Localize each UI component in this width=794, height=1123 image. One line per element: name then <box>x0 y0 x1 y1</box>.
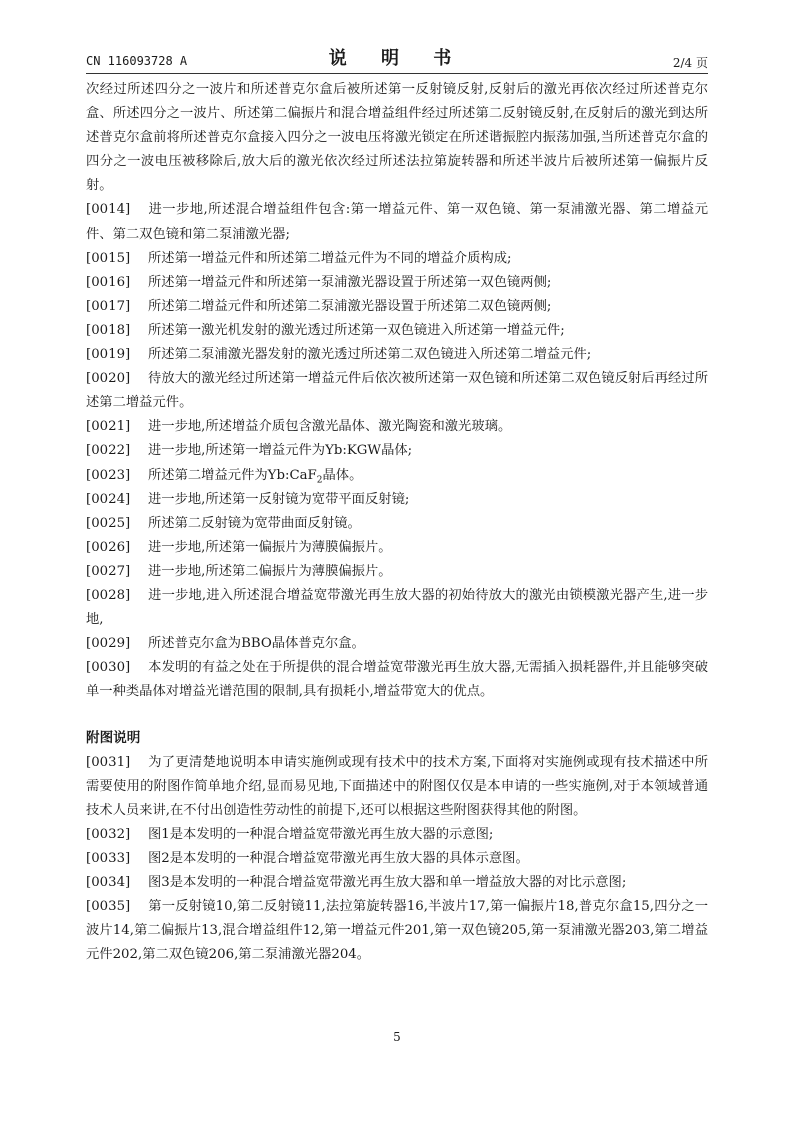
paragraph-0035 <box>86 895 708 967</box>
paragraph-number: [0019] <box>86 347 131 363</box>
paragraph-number: [0028] <box>86 587 131 603</box>
paragraph-0022 <box>86 439 708 463</box>
paragraph-text: 本发明的有益之处在于所提供的混合增益宽带激光再生放大器,无需插入损耗器件,并且能够突破单一种类晶体对增益光谱范围的限制,具有损耗小,增益带宽大的优点。 <box>86 660 708 700</box>
paragraph-text: 所述第二反射镜为宽带曲面反射镜。 <box>148 515 361 531</box>
paragraph-text: 进一步地,进入所述混合增益宽带激光再生放大器的初始待放大的激光由锁模激光器产生,进一步地, <box>86 587 708 628</box>
paragraph-number: [0024] <box>86 491 131 507</box>
paragraph-0019 <box>86 343 708 367</box>
paragraph-text: 所述第一增益元件和所述第一泵浦激光器设置于所述第一双色镜两侧; <box>148 274 552 290</box>
paragraph-number: [0026] <box>86 539 131 555</box>
paragraph-0021 <box>86 415 708 439</box>
paragraph-number: [0033] <box>86 850 131 866</box>
publication-number: CN 116093728 A <box>86 54 188 68</box>
paragraph-0020 <box>86 367 708 415</box>
paragraph-0032 <box>86 823 708 847</box>
paragraph-0029 <box>86 632 708 656</box>
paragraph-text: 所述第一增益元件和所述第二增益元件为不同的增益介质构成; <box>148 250 512 266</box>
paragraph-text: 所述第一激光机发射的激光透过所述第一双色镜进入所述第一增益元件; <box>148 322 565 338</box>
paragraph-number: [0016] <box>86 274 131 290</box>
section-heading: 附图说明 <box>86 730 141 747</box>
paragraph-text: 为了更清楚地说明本申请实施例或现有技术中的技术方案,下面将对实施例或现有技术描述中所需要使用的附图作简单地介绍,显而易见地,下面描述中的附图仅仅是本申请的一些实施例,对于本领域普通技术人员来讲,在不付出创造性劳动性的前提下,还可以根据这些附图获得其他的附图。 <box>86 754 708 818</box>
paragraph-text-tail: 晶体。 <box>322 467 363 483</box>
paragraph-0033 <box>86 847 708 871</box>
paragraph-text: 次经过所述四分之一波片和所述普克尔盒后被所述第一反射镜反射,反射后的激光再依次经过所述普克尔盒、所述四分之一波片、所述第二偏振片和混合增益组件经过所述第二反射镜反射,在反射后的激光到达所述普克尔盒前将所述普克尔盒接入四分之一波电压将激光锁定在所述谐振腔内振荡加强,当所述普克尔盒的四分之一波电压被移除后,放大后的激光依次经过所述法拉第旋转器和所述半波片后被所述第一偏振片反射。 <box>86 82 708 194</box>
paragraph-text: 所述普克尔盒为BBO晶体普克尔盒。 <box>148 636 365 652</box>
paragraph-0016 <box>86 271 708 295</box>
paragraph-0024 <box>86 488 708 512</box>
paragraph-number: [0014] <box>86 202 131 218</box>
paragraph-number: [0032] <box>86 826 131 842</box>
paragraph-text: 进一步地,所述第一增益元件为Yb:KGW晶体; <box>148 443 413 459</box>
paragraph-text: 进一步地,所述混合增益组件包含:第一增益元件、第一双色镜、第一泵浦激光器、第二增益元件、第二双色镜和第二泵浦激光器; <box>86 202 708 242</box>
paragraph-text: 图2是本发明的一种混合增益宽带激光再生放大器的具体示意图。 <box>148 850 529 866</box>
paragraph-0015 <box>86 247 708 271</box>
paragraph-number: [0018] <box>86 322 131 338</box>
document-body <box>86 78 708 967</box>
header-divider <box>86 73 708 74</box>
paragraph-text: 进一步地,所述第二偏振片为薄膜偏振片。 <box>148 563 392 579</box>
paragraph-text: 所述第二泵浦激光器发射的激光透过所述第二双色镜进入所述第二增益元件; <box>148 347 592 363</box>
page-indicator: 2/4 页 <box>672 56 708 70</box>
paragraph-number: [0022] <box>86 443 131 459</box>
paragraph-number: [0027] <box>86 563 131 579</box>
paragraph-text: 进一步地,所述增益介质包含激光晶体、激光陶瓷和激光玻璃。 <box>148 419 512 435</box>
document-title: 说 明 书 <box>328 48 466 69</box>
paragraph-text: 所述第二增益元件为Yb:CaF <box>148 467 317 483</box>
paragraph-text: 图3是本发明的一种混合增益宽带激光再生放大器和单一增益放大器的对比示意图; <box>148 875 627 890</box>
paragraph-0028 <box>86 584 708 632</box>
paragraph-number: [0023] <box>86 467 131 483</box>
page-number: 5 <box>393 1030 401 1044</box>
paragraph-0031 <box>86 751 708 823</box>
paragraph-0030 <box>86 656 708 704</box>
page-header <box>86 44 708 72</box>
paragraph-number: [0021] <box>86 419 131 435</box>
paragraph-0034 <box>86 871 708 895</box>
paragraph-text: 进一步地,所述第一偏振片为薄膜偏振片。 <box>148 539 392 555</box>
paragraph-number: [0034] <box>86 875 131 890</box>
paragraph-0027 <box>86 560 708 584</box>
paragraph-0014 <box>86 198 708 246</box>
paragraph-number: [0029] <box>86 636 131 652</box>
paragraph-number: [0020] <box>86 371 131 387</box>
paragraph-number: [0025] <box>86 515 131 531</box>
paragraph-text: 所述第二增益元件和所述第二泵浦激光器设置于所述第二双色镜两侧; <box>148 298 552 314</box>
paragraph-number: [0017] <box>86 298 131 314</box>
paragraph-0018 <box>86 319 708 343</box>
paragraph-0023 <box>86 464 708 488</box>
paragraph-0026 <box>86 536 708 560</box>
paragraph-number: [0035] <box>86 899 131 915</box>
paragraph-text: 待放大的激光经过所述第一增益元件后依次被所述第一双色镜和所述第二双色镜反射后再经过所述第二增益元件。 <box>86 371 708 411</box>
paragraph-text: 进一步地,所述第一反射镜为宽带平面反射镜; <box>148 491 410 507</box>
paragraph-0025 <box>86 512 708 536</box>
paragraph-number: [0030] <box>86 660 131 676</box>
paragraph-0017 <box>86 295 708 319</box>
paragraph-text: 第一反射镜10,第二反射镜11,法拉第旋转器16,半波片17,第一偏振片18,普克尔盒15,四分之一波片14,第二偏振片13,混合增益组件12,第一增益元件201,第一双色镜205,第一泵浦激光器203,第二增益元件202,第二双色镜206,第二泵浦激光器204。 <box>86 899 708 963</box>
paragraph-continued <box>86 78 708 198</box>
paragraph-number: [0031] <box>86 754 131 770</box>
paragraph-number: [0015] <box>86 250 131 266</box>
subscript: 2 <box>316 475 323 486</box>
paragraph-text: 图1是本发明的一种混合增益宽带激光再生放大器的示意图; <box>148 826 494 842</box>
